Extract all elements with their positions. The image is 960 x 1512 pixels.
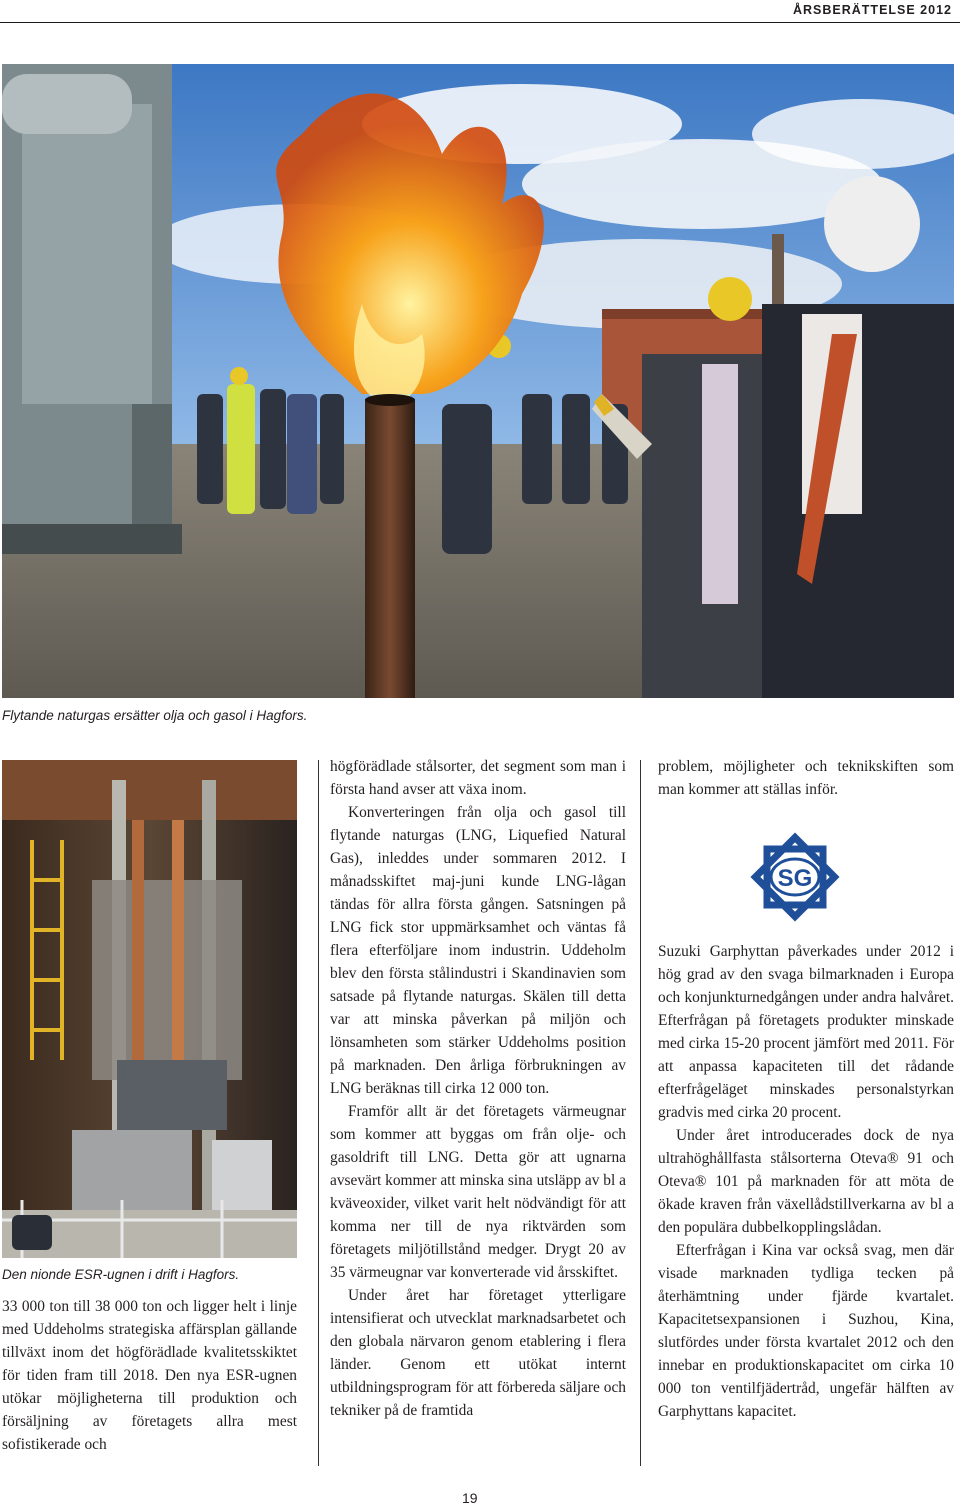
left-paragraph-1: 33 000 ton till 38 000 ton och ligger helt i linje med Uddeholms strategiska affärsplan gällande tillväxt inom det högförädlade kvalitetsskiktet för tiden fram till 2018. Den nya ESR-ugnen utökar möjligheterna till produktion och försäljning av företagets allra mest sofistikerade och	[2, 1298, 297, 1453]
right-paragraph-3: Under året introducerades dock de nya ultrahöghållfasta stålsorterna Oteva® 91 och Oteva® 101 på marknaden för att möta de ökade kraven från växellådstillverkarna av bl a den populära dubbelkopplingslådan.	[658, 1127, 954, 1236]
middle-paragraph-3: Framför allt är det företagets värmeugnar som kommer att byggas om från olje- och gasoldrift till LNG. Detta gör att ugnarna avsevärt kommer att minska sina utsläpp av bl a kväveoxider, vilket varit helt nödvändigt för att komma ner till de nya riktvärden som företagets miljötillstånd medger. Drygt 20 av 35 värmeugnar var konverterade vid årsskiftet.	[330, 1103, 626, 1281]
svg-text:SG: SG	[777, 865, 813, 892]
column-divider-right	[640, 760, 641, 1466]
right-paragraph-4: Efterfrågan i Kina var också svag, men där visade marknaden tydliga tecken på återhämtning under fjärde kvartalet. Kapacitetsexpansionen i Suzhou, Kina, slutfördes under första kvartalet 2012 och den innebar en produktionskapacitet om cirka 10 000 ton ventilfjädertråd, ungefär hälften av Garphyttans kapacitet.	[658, 1242, 954, 1420]
right-paragraph-2: Suzuki Garphyttan påverkades under 2012 i hög grad av den svaga bilmarknaden i Europa och konjunkturnedgången under andra halvåret. Efterfrågan på företagets produkter minskade med cirka 15-20 procent jämfört med 2011. För att anpassa kapaciteten till det rådande efterfrågeläget minskades personalstyrkan gradvis med cirka 20 procent.	[658, 943, 954, 1121]
top-photo-caption: Flytande naturgas ersätter olja och gasol i Hagfors.	[2, 708, 308, 723]
middle-column	[330, 755, 626, 1422]
middle-paragraph-2: Konverteringen från olja och gasol till flytande naturgas (LNG, Liquefied Natural Gas), inleddes under sommaren 2012. I månadsskiftet maj-juni kunde LNG-lågan tändas för allra första gången. Satsningen på LNG fick stor uppmärksamhet och väntas få flera efterföljare inom industrin. Uddeholm blev den första stålindustri i Skandinavien som satsade på flytande naturgas. Skälen till detta var att minska påverkan på miljön och lönsamheten som stärker Uddeholms position på marknaden. Den årliga förbrukningen av LNG beräknas till cirka 12 000 ton.	[330, 804, 626, 1097]
left-column	[2, 1295, 297, 1456]
report-title: ÅRSBERÄTTELSE 2012	[792, 3, 952, 17]
right-paragraph-1: problem, möjligheter och teknikskiften som man kommer att ställas inför.	[658, 758, 954, 798]
middle-paragraph-1: högförädlade stålsorter, det segment som man i första hand avser att växa inom.	[330, 758, 626, 798]
lng-flame-photo	[2, 64, 954, 698]
right-column-bottom	[658, 940, 954, 1423]
column-divider-left	[318, 760, 319, 1466]
right-column-top	[658, 755, 954, 801]
middle-paragraph-4: Under året har företaget ytterligare intensifierat och utvecklat marknadsarbetet och den globala närvaron genom etablering i flera länder. Genom ett utökat internt utbildningsprogram för att förbereda säljare och tekniker på de framtida	[330, 1287, 626, 1419]
esr-furnace-photo	[2, 760, 297, 1258]
esr-photo-caption: Den nionde ESR-ugnen i drift i Hagfors.	[2, 1267, 240, 1282]
page-header	[0, 0, 960, 23]
suzuki-garphyttan-logo	[744, 826, 846, 928]
page-number: 19	[462, 1490, 478, 1506]
